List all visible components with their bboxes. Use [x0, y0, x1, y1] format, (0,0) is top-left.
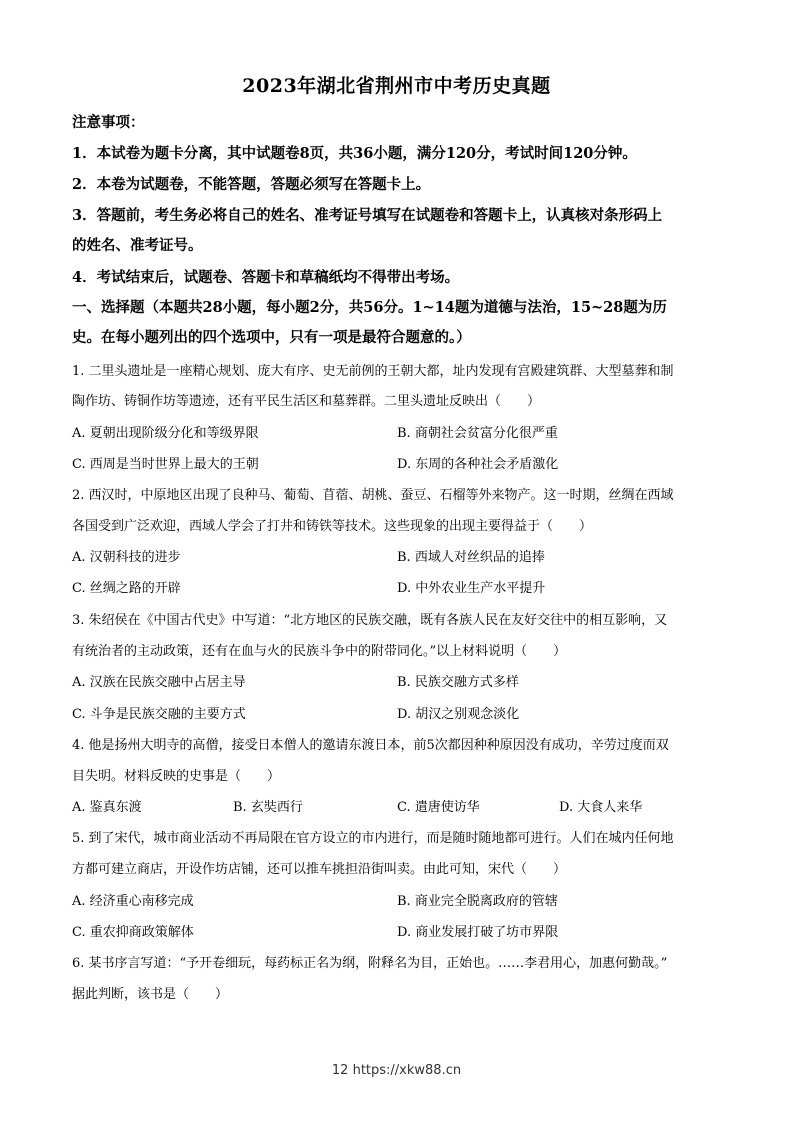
section-heading-line-1: 一、选择题（本题共28小题，每小题2分，共56分。1~14题为道德与法治，15~28题为历	[72, 299, 667, 316]
question-2-text-cont: 各国受到广泛欢迎，西域人学会了打井和铸铁等技术。这些现象的出现主要得益于（ ）	[72, 519, 593, 534]
question-5-text: 5. 到了宋代，城市商业活动不再局限在官方设立的市内进行，而是随时随地都可进行。人们在城内任何地	[72, 831, 674, 846]
page-footer: 12 https://xkw88.cn	[331, 1063, 462, 1078]
question-1-option-d: D. 东周的各种社会矛盾激化	[397, 457, 559, 472]
question-4-option-a: A. 鉴真东渡	[72, 800, 142, 815]
question-1-option-a: A. 夏朝出现阶级分化和等级界限	[72, 426, 259, 441]
question-4-option-b: B. 玄奘西行	[233, 800, 303, 815]
question-1-text: 1. 二里头遗址是一座精心规划、庞大有序、史无前例的王朝大都，址内发现有宫殿建筑群、大型墓葬和制	[72, 364, 674, 379]
section-heading-line-2: 史。在每小题列出的四个选项中，只有一项是最符合题意的。）	[72, 329, 471, 346]
question-3-text-cont: 有统治者的主动政策，还有在血与火的民族斗争中的附带同化。”以上材料说明（ ）	[72, 644, 567, 659]
question-5-option-d: D. 商业发展打破了坊市界限	[397, 925, 559, 940]
question-2-option-d: D. 中外农业生产水平提升	[397, 581, 546, 596]
question-6-text: 6. 某书序言写道：“予开卷细玩，每药标正名为纲，附释名为目，正始也。……李君用心，加惠何勤哉。”	[72, 956, 668, 971]
question-4-option-d: D. 大食人来华	[559, 800, 643, 815]
question-3-option-b: B. 民族交融方式多样	[397, 675, 519, 690]
question-2-option-b: B. 西域人对丝织品的追捧	[397, 550, 545, 565]
notice-item-1: 1．本试卷为题卡分离，其中试题卷8页，共36小题，满分120分，考试时间120分钟。	[72, 145, 637, 162]
question-1-option-b: B. 商朝社会贫富分化很严重	[397, 426, 558, 441]
question-2-option-c: C. 丝绸之路的开辟	[72, 581, 181, 596]
question-4-option-c: C. 遣唐使访华	[397, 800, 480, 815]
notice-item-2: 2．本卷为试题卷，不能答题，答题必须写在答题卡上。	[72, 176, 431, 193]
notice-heading: 注意事项：	[72, 114, 145, 131]
question-1-option-c: C. 西周是当时世界上最大的王朝	[72, 457, 259, 472]
question-5-option-a: A. 经济重心南移完成	[72, 894, 194, 909]
question-2-option-a: A. 汉朝科技的进步	[72, 550, 181, 565]
question-5-option-c: C. 重农抑商政策解体	[72, 925, 194, 940]
question-3-option-d: D. 胡汉之别观念淡化	[397, 707, 520, 722]
question-2-text: 2. 西汉时，中原地区出现了良种马、葡萄、苜蓿、胡桃、蚕豆、石榴等外来物产。这一时期，丝绸在西域	[72, 488, 674, 503]
page-title: 2023年湖北省荆州市中考历史真题	[242, 75, 551, 97]
question-3-option-c: C. 斗争是民族交融的主要方式	[72, 707, 246, 722]
question-4-text: 4. 他是扬州大明寺的高僧，接受日本僧人的邀请东渡日本，前5次都因种种原因没有成功，辛劳过度而双	[72, 738, 669, 753]
question-5-text-cont: 方都可建立商店，开设作坊店铺，还可以推车挑担沿街叫卖。由此可知，宋代（ ）	[72, 862, 567, 877]
notice-item-4: 4．考试结束后，试题卷、答题卡和草稿纸均不得带出考场。	[72, 269, 460, 286]
question-3-option-a: A. 汉族在民族交融中占居主导	[72, 675, 246, 690]
question-6-text-cont: 据此判断，该书是（ ）	[72, 987, 229, 1002]
question-4-text-cont: 目失明。材料反映的史事是（ ）	[72, 769, 281, 784]
question-3-text: 3. 朱绍侯在《中国古代史》中写道：“北方地区的民族交融，既有各族人民在友好交往中的相互影响，又	[72, 613, 668, 628]
notice-item-3-cont: 的姓名、准考证号。	[72, 237, 203, 254]
question-1-text-cont: 陶作坊、铸铜作坊等遗迹，还有平民生活区和墓葬群。二里头遗址反映出（ ）	[72, 394, 541, 409]
notice-item-3: 3．答题前，考生务必将自己的姓名、准考证号填写在试题卷和答题卡上，认真核对条形码上	[72, 207, 663, 224]
question-5-option-b: B. 商业完全脱离政府的管辖	[397, 894, 558, 909]
